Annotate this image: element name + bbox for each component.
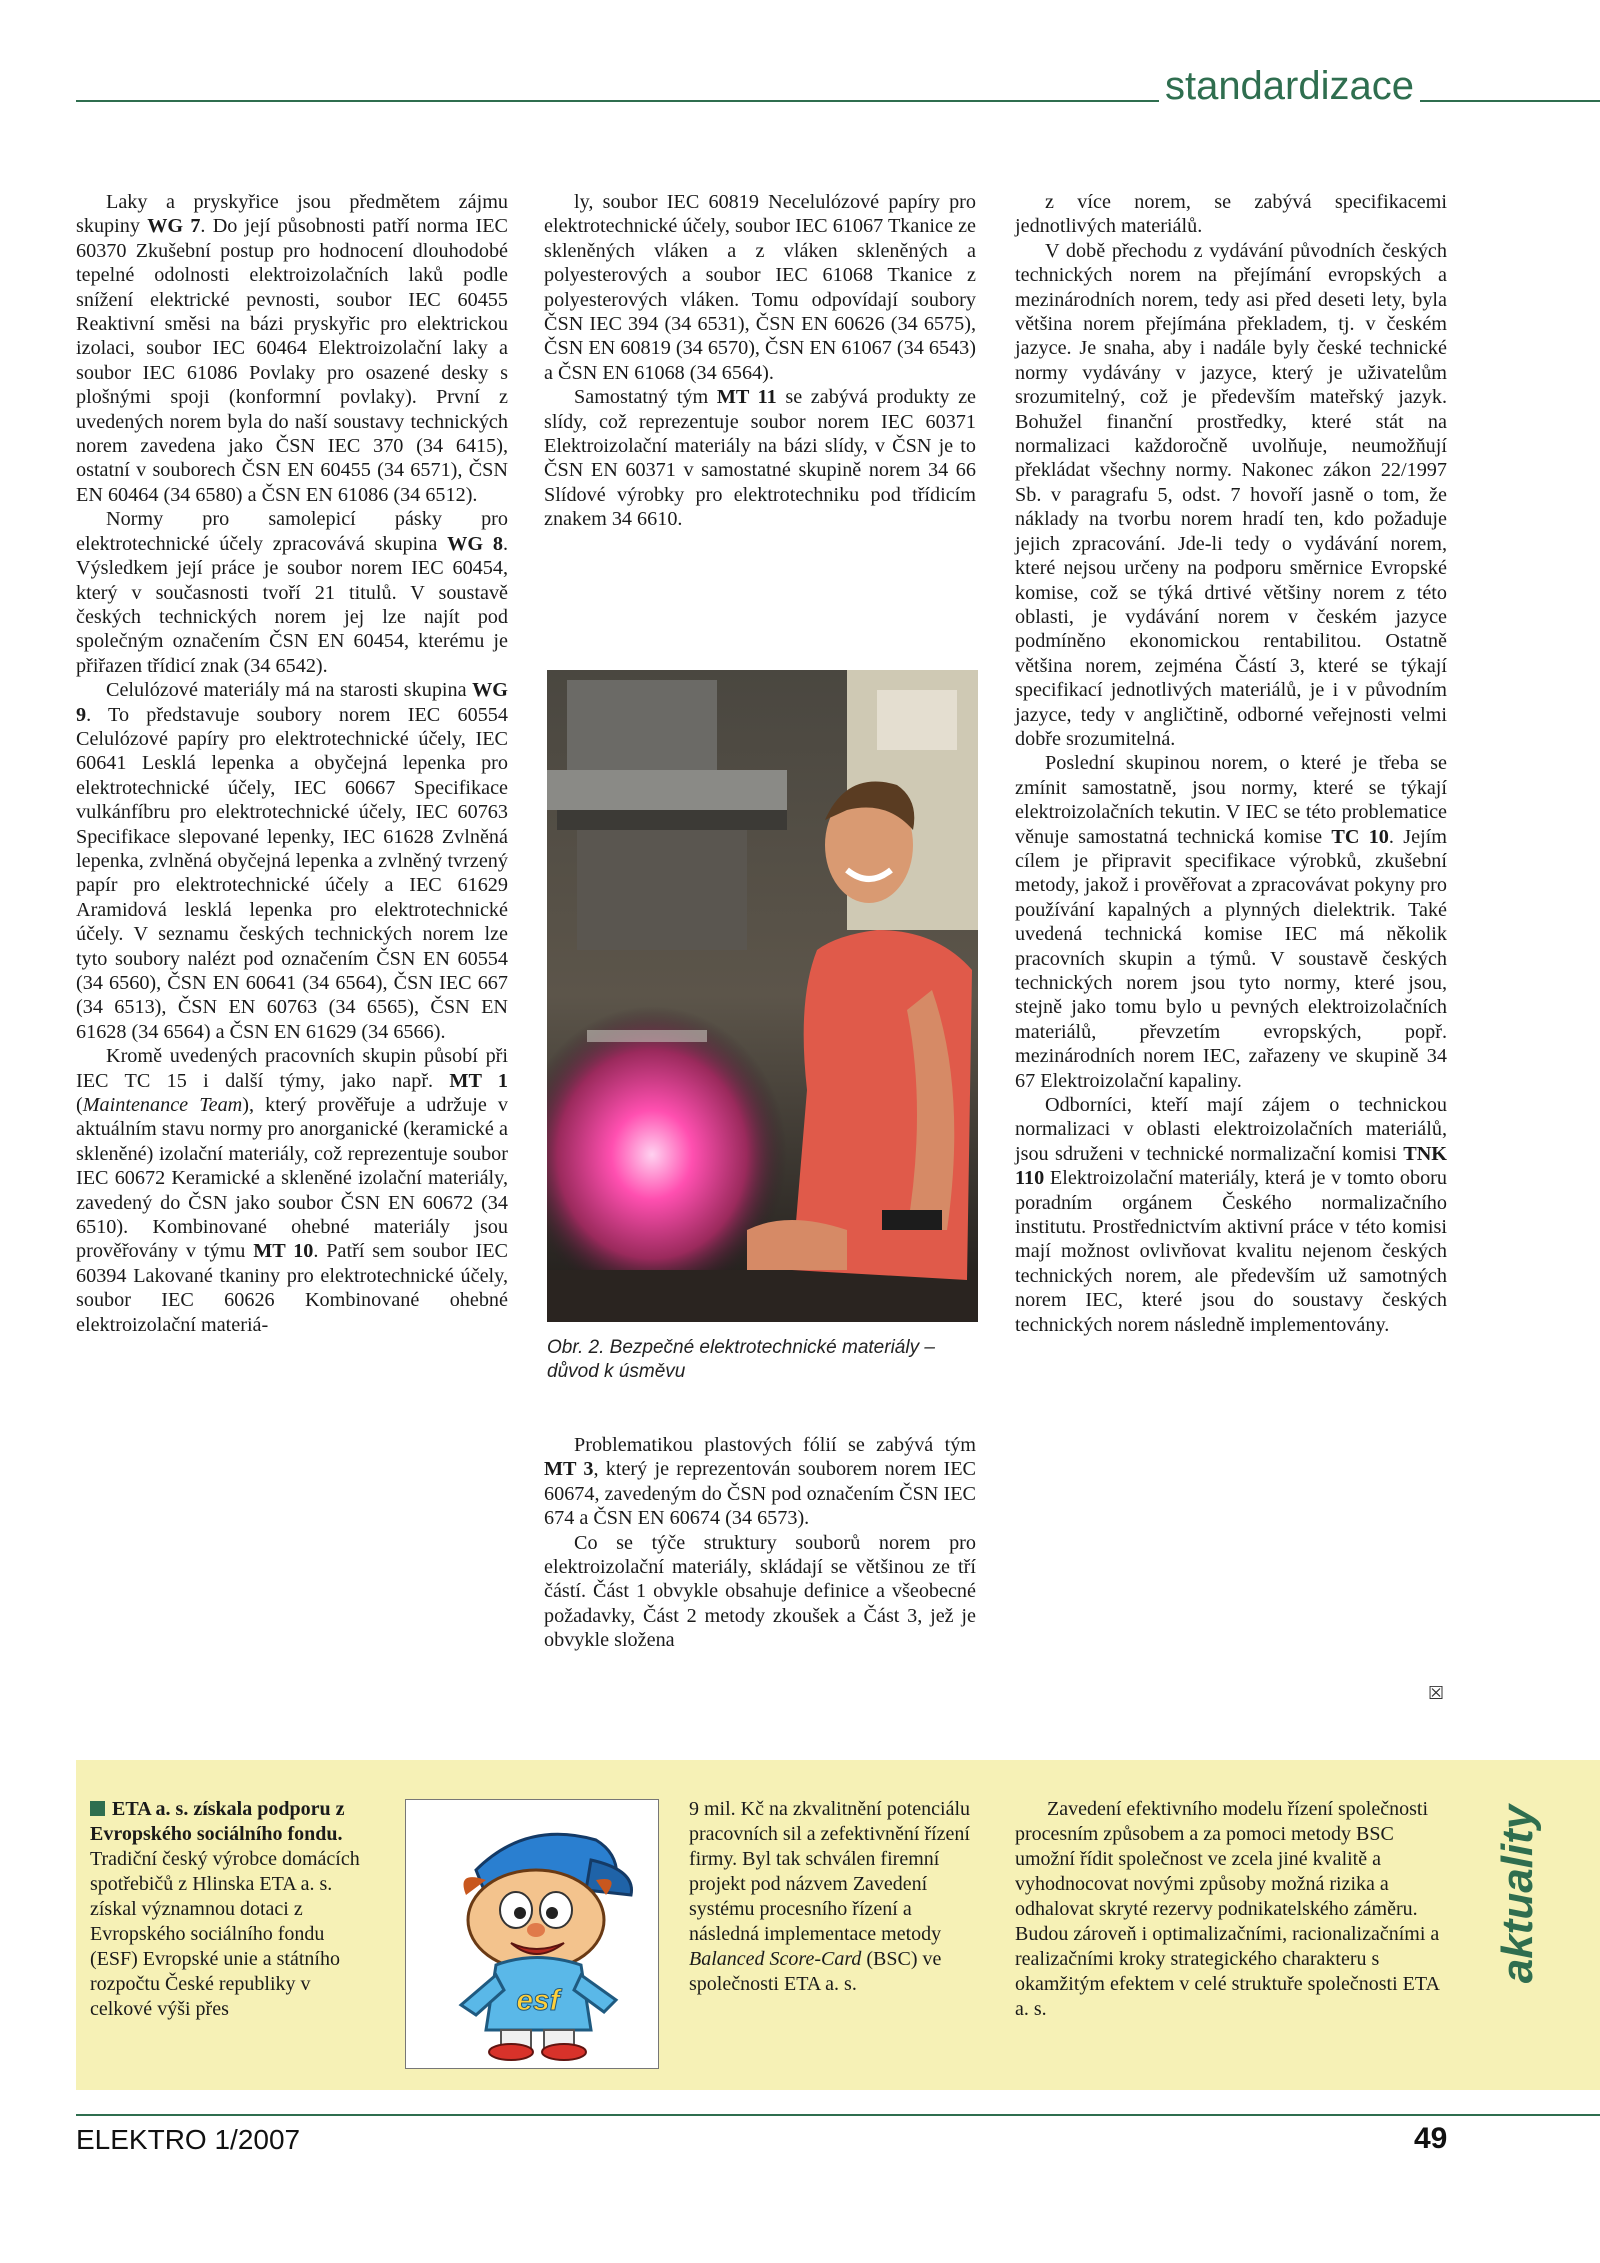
footer-issue: ELEKTRO 1/2007 bbox=[76, 2124, 301, 2155]
text-run: TC 10 bbox=[1331, 825, 1389, 848]
article-photo bbox=[547, 670, 978, 1322]
text-run: Tradiční český výrobce domácích spotřebičů z Hlinska ETA a. s. získal významnou dotaci z Evropského sociálního fondu (ESF) Evropské unie a státního rozpočtu České republiky v celkové výši přes bbox=[90, 1848, 360, 2020]
text-run: Poslední skupinou norem, o které je třeba se zmínit samostatně, jsou normy, které se týkají elektroizolačních tekutin. V IEC se této problematice věnuje samostatná technická komise bbox=[1015, 752, 1447, 848]
text-run: Odborníci, kteří mají zájem o technickou normalizaci v oblasti elektroizolačních materiálů, jsou sdruženi v technické normalizační komisi bbox=[1015, 1094, 1447, 1165]
text-run: . Jejím cílem je připravit specifikace výrobků, zkušební metody, jakož i prověřovat a zpracovávat pokyny pro používání kapalných a plynných dielektrik. Také uvedená technická komise IEC má několik pracovních skupin a týmů. V soustavě českých technických norem jsou tyto normy, které jsou, stejně jako tomu bylo u pevných elektroizolačních materiálů, převzetím evropských, popř. mezinárodních norem IEC, zařazeny ve skupině 34 67 Elektroizolační kapaliny. bbox=[1015, 825, 1447, 1092]
text-run: , který je reprezentován souborem norem IEC 60674, zavedeným do ČSN pod označením ČSN IEC 674 a ČSN EN 60674 (34 6573). bbox=[544, 1458, 976, 1530]
news-column-2 bbox=[689, 1797, 974, 1997]
text-run: Zavedení efektivního modelu řízení společnosti procesním způsobem a za pomoci metody BSC umožní řídit společnost ve zcela jiné kvalitě a vyhodnocovat novými způsoby možná rizika a odhalovat skryté rezervy podnikatelského záměru. Budou zároveň i optimalizačními, racionalizačními a realizačními kroky strategického charakteru s okamžitým efektem v celé struktuře společnosti ETA a. s. bbox=[1015, 1798, 1440, 2020]
paragraph bbox=[544, 1433, 976, 1531]
text-run: WG 8 bbox=[447, 532, 503, 555]
text-run: MT 1 bbox=[449, 1069, 508, 1092]
paragraph bbox=[76, 678, 508, 1044]
paragraph bbox=[76, 190, 508, 507]
article-column-3 bbox=[1015, 190, 1447, 1337]
text-run: Balanced Score-Card bbox=[689, 1948, 862, 1970]
text-run: MT 3 bbox=[544, 1458, 594, 1481]
paragraph bbox=[544, 385, 976, 531]
text-run: 9 mil. Kč na zkvalitnění potenciálu pracovních sil a zefektivnění řízení firmy. Byl tak schválen firemní projekt pod názvem Zavedení systému procesního řízení a následná implementace metody bbox=[689, 1798, 971, 1945]
text-run: Maintenance Team bbox=[82, 1094, 243, 1117]
text-run: (BSC) ve společnosti ETA a. s. bbox=[689, 1948, 942, 1995]
text-run: Laky a pryskyřice jsou předmětem zájmu skupiny bbox=[76, 191, 508, 238]
text-run: . Patří sem soubor IEC 60394 Lakované tkaniny pro elektrotechnické účely, soubor IEC 60626 Kombinované ohebné elektroizolační materiá- bbox=[76, 1240, 508, 1336]
news-column-1 bbox=[90, 1797, 367, 2022]
paragraph bbox=[90, 1797, 367, 2022]
text-run: Normy pro samolepicí pásky pro elektrotechnické účely zpracovává skupina bbox=[76, 508, 508, 555]
text-run: . Do její působnosti patří norma IEC 60370 Zkušební postup pro hodnocení dlouhodobé tepelné odolnosti elektroizolačních laků podle snížení elektrické pevnosti, soubor IEC 60455 Reaktivní směsi na bázi pryskyřic pro elektrickou izolaci, soubor IEC 60464 Elektroizolační laky a soubor IEC 61086 Povlaky pro osazené desky s plošnými spoji (konformní povlaky). První z uvedených norem byla do naší soustavy technických norem zavedena jako ČSN IEC 370 (34 6415), ostatní v souborech ČSN EN 60455 (34 6571), ČSN EN 60464 (34 6580) a ČSN EN 61086 (34 6512). bbox=[76, 215, 508, 506]
paragraph bbox=[1015, 751, 1447, 1093]
end-of-article-icon: ☒ bbox=[1428, 1683, 1445, 1704]
paragraph bbox=[689, 1797, 974, 1997]
text-run: MT 11 bbox=[716, 386, 777, 409]
esf-mascot-label: esf bbox=[516, 1984, 560, 2017]
footer-rule bbox=[76, 2114, 1600, 2116]
paragraph bbox=[544, 190, 976, 385]
paragraph bbox=[76, 507, 508, 678]
paragraph bbox=[1015, 1093, 1447, 1337]
text-run: z více norem, se zabývá specifikacemi jednotlivých materiálů. bbox=[1015, 191, 1447, 238]
article-column-1 bbox=[76, 190, 508, 1337]
paragraph bbox=[544, 1531, 976, 1653]
text-run: . Výsledkem její práce je soubor norem IEC 60454, který v současnosti tvoří 21 titulů. V soustavě českých technických norem jej lze najít pod společným označením ČSN EN 60454, kterému je přiřazen třídicí znak (34 6542). bbox=[76, 532, 509, 677]
paragraph bbox=[76, 1044, 508, 1337]
article-column-2-continued bbox=[544, 1433, 976, 1653]
text-run: ETA a. s. získala podporu z Evropského sociálního fondu. bbox=[90, 1798, 345, 1845]
news-column-3 bbox=[1015, 1797, 1447, 2022]
text-run: Problematikou plastových fólií se zabývá tým bbox=[574, 1434, 976, 1456]
bullet-square-icon bbox=[90, 1801, 105, 1816]
text-run: ly, soubor IEC 60819 Necelulózové papíry pro elektrotechnické účely, soubor IEC 61067 Tkanice ze skleněných vláken a z vláken skleněných a polyesterových a soubor IEC 61068 Tkanice z polyesterových vláken. Tomu odpovídají soubory ČSN IEC 394 (34 6531), ČSN EN 60626 (34 6575), ČSN EN 60819 (34 6570), ČSN EN 61067 (34 6543) a ČSN EN 61068 (34 6564). bbox=[544, 191, 976, 384]
text-run: WG 9 bbox=[76, 679, 508, 726]
text-run: . To představuje soubory norem IEC 60554 Celulózové papíry pro elektrotechnické účely, IEC 60641 Lesklá lepenka a obyčejná lepenka pro elektrotechnické účely, IEC 60667 Specifikace vulkánfíbru pro elektrotechnické účely, IEC 60763 Specifikace slepované lepenky, IEC 61628 Zvlněná lepenka, zvlněná obyčejná lepenka a zvlněný tvrzený papír pro elektrotechnické účely a IEC 61629 Aramidová lesklá lepenka pro elektrotechnické účely. V seznamu českých technických norem lze tyto soubory nalézt pod označením ČSN EN 60554 (34 6560), ČSN EN 60641 (34 6564), ČSN IEC 667 (34 6513), ČSN EN 60763 (34 6565), ČSN EN 61628 (34 6564) a ČSN EN 61629 (34 6566). bbox=[76, 703, 508, 1043]
text-run: ( bbox=[76, 1094, 83, 1117]
paragraph bbox=[1015, 1797, 1447, 2022]
text-run: Celulózové materiály má na starosti skupina bbox=[106, 679, 473, 702]
photo-caption: Obr. 2. Bezpečné elektrotechnické materiály – důvod k úsměvu bbox=[547, 1337, 935, 1382]
text-run: TNK 110 bbox=[1015, 1142, 1447, 1190]
paragraph bbox=[1015, 190, 1447, 239]
paragraph bbox=[1015, 239, 1447, 752]
section-title: standardizace bbox=[1159, 62, 1420, 110]
esf-mascot-image bbox=[405, 1799, 659, 2069]
news-tab bbox=[1486, 1778, 1550, 2010]
text-run: MT 10 bbox=[253, 1240, 314, 1263]
text-run: V době přechodu z vydávání původních českých technických norem na přejímání evropských a mezinárodních norem, tedy asi před deseti lety, byla většina norem přejímána překladem, tj. v českém jazyce. Je snaha, aby i nadále byly české technické normy vydávány v jazyce, který je uživatelům srozumitelný, což je především mateřský jazyk. Bohužel finanční prostředky, které stát na normalizaci každoročně uvolňuje, neumožňují překládat všechny normy. Nakonec zákon 22/1997 Sb. v paragrafu 5, odst. 7 hovoří jasně o tom, že náklady na tvorbu norem hradí ten, kdo požaduje jejich zpracování. Jde-li tedy o vydávání norem, které nejsou určeny na podporu směrnice Evropské komise, což se týká drtivé většiny norem z této oblasti, je vydávání norem v českém jazyce podmíněno ekonomickou rentabilitou. Ostatně většina norem, zejména Částí 3, které se týkají specifikací jednotlivých materiálů, je i v původním jazyce, tedy v angličtině, odborné veřejnosti velmi dobře srozumitelná. bbox=[1015, 239, 1447, 750]
article-column-2 bbox=[544, 190, 976, 532]
text-run: Samostatný tým bbox=[574, 386, 717, 409]
text-run: WG 7 bbox=[147, 215, 201, 238]
page-number: 49 bbox=[1414, 2122, 1448, 2155]
news-tab-label: aktuality bbox=[1493, 1804, 1542, 1984]
text-run: ), který prověřuje a udržuje v aktuálním stavu normy pro anorganické (keramické a skleněné) izolační materiály, což reprezentuje soubor IEC 60672 Keramické a skleněné izolační materiály, zavedený do ČSN jako soubor ČSN EN 60672 (34 6510). Kombinované ohebné materiály jsou prověřovány v týmu bbox=[76, 1094, 509, 1263]
text-run: Co se týče struktury souborů norem pro elektroizolační materiály, skládají se většinou ze tří částí. Část 1 obvykle obsahuje definice a všeobecné požadavky, Část 2 metody zkoušek a Část 3, jež je obvykle složena bbox=[544, 1531, 976, 1652]
text-run: Elektroizolační materiály, která je v tomto oboru poradním orgánem Českého normalizačního institutu. Prostřednictvím aktivní práce v této komisi mají možnost ovlivňovat kvalitu nejenom českých technických norem, ale především už samotných norem IEC, které jsou do soustavy českých technických norem následně implementovány. bbox=[1015, 1167, 1447, 1336]
text-run: se zabývá produkty ze slídy, což reprezentuje soubor norem IEC 60371 Elektroizolační materiály na bázi slídy, v ČSN je to ČSN EN 60371 v samostatné skupině norem 34 66 Slídové výrobky pro elektrotechniku pod třídicím znakem 34 6610. bbox=[544, 386, 976, 531]
text-run: Kromě uvedených pracovních skupin působí při IEC TC 15 i další týmy, jako např. bbox=[76, 1045, 508, 1092]
